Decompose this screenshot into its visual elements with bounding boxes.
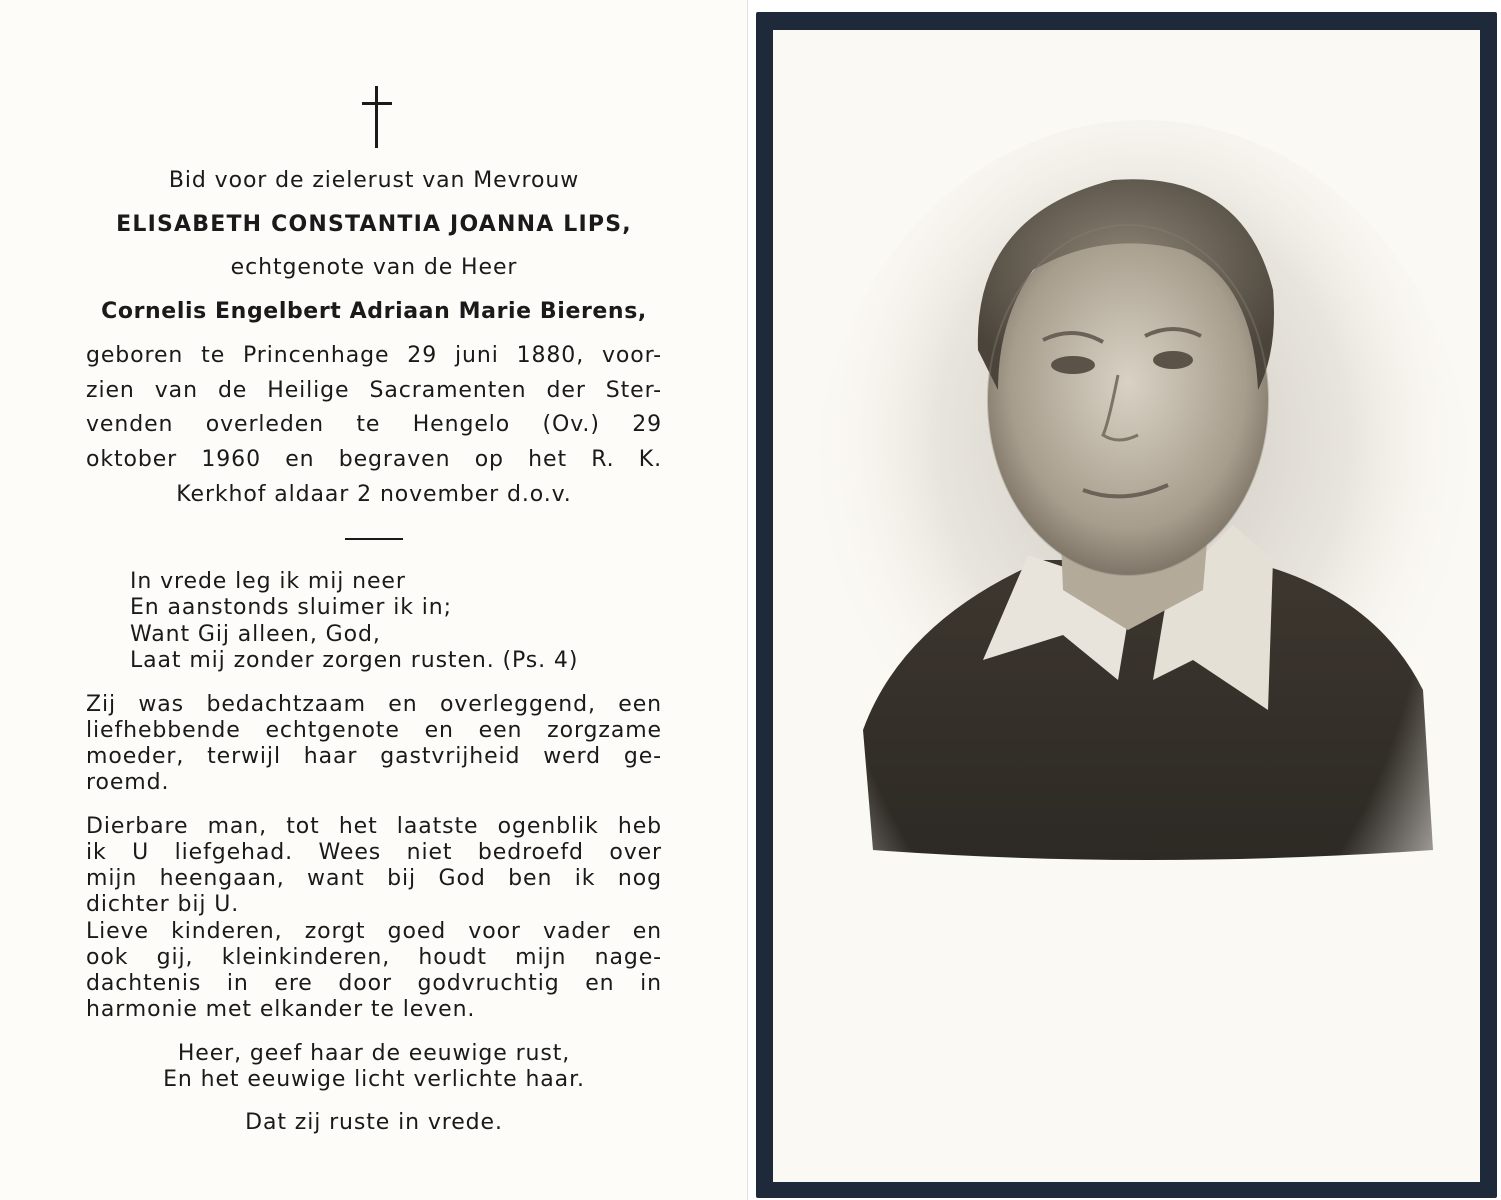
memorial-card-photo-side [756,12,1497,1198]
poem-line: Want Gij alleen, God, [130,622,381,647]
paragraph-line: Zij was bedachtzaam en overleggend, een [86,692,662,717]
poem-line: Laat mij zonder zorgen rusten. (Ps. 4) [130,648,579,673]
poem-line: In vrede leg ik mij neer [130,569,406,594]
biography-line: geboren te Princenhage 29 juni 1880, voor- [86,343,662,368]
intro-line: Bid voor de zielerust van Mevrouw [168,168,580,193]
paragraph-line-last: roemd. [86,770,170,795]
divider-rule [345,538,403,540]
portrait-photo [773,30,1480,1182]
paragraph-line: Dierbare man, tot het laatste ogenblik heb [86,814,662,839]
paragraph-line: dachtenis in ere door godvruchtig en in [86,971,662,996]
paragraph-line-last: dichter bij U. [86,892,240,917]
poem-line: En aanstonds sluimer ik in; [130,595,452,620]
spouse-name: Cornelis Engelbert Adriaan Marie Bierens, [101,299,647,324]
deceased-name: ELISABETH CONSTANTIA JOANNA LIPS, [116,212,632,237]
prayer-line: Heer, geef haar de eeuwige rust, [177,1041,571,1066]
paragraph-line: mijn heengaan, want bij God ben ik nog [86,866,662,891]
paragraph-line-last: harmonie met elkander te leven. [86,997,476,1022]
paragraph-line: liefhebbende echtgenote en een zorgzame [86,718,662,743]
biography-line: venden overleden te Hengelo (Ov.) 29 [86,412,662,437]
biography-line: zien van de Heilige Sacramenten der Ster- [86,378,662,403]
biography-line: oktober 1960 en begraven op het R. K. [86,447,662,472]
prayer-line: En het eeuwige licht verlichte haar. [163,1067,585,1092]
spouse-intro: echtgenote van de Heer [230,255,518,280]
paragraph-line: Lieve kinderen, zorgt goed voor vader en [86,919,662,944]
biography-line-last: Kerkhof aldaar 2 november d.o.v. [176,482,572,507]
paragraph-line: moeder, terwijl haar gastvrijheid werd ge- [86,744,662,769]
paragraph-line: ook gij, kleinkinderen, houdt mijn nage- [86,945,662,970]
paragraph-line: ik U liefgehad. Wees niet bedroefd over [86,840,662,865]
photo-mat [773,30,1480,1182]
memorial-card-text-side [0,0,748,1200]
cross-icon [360,86,394,148]
closing-line: Dat zij ruste in vrede. [245,1110,503,1135]
